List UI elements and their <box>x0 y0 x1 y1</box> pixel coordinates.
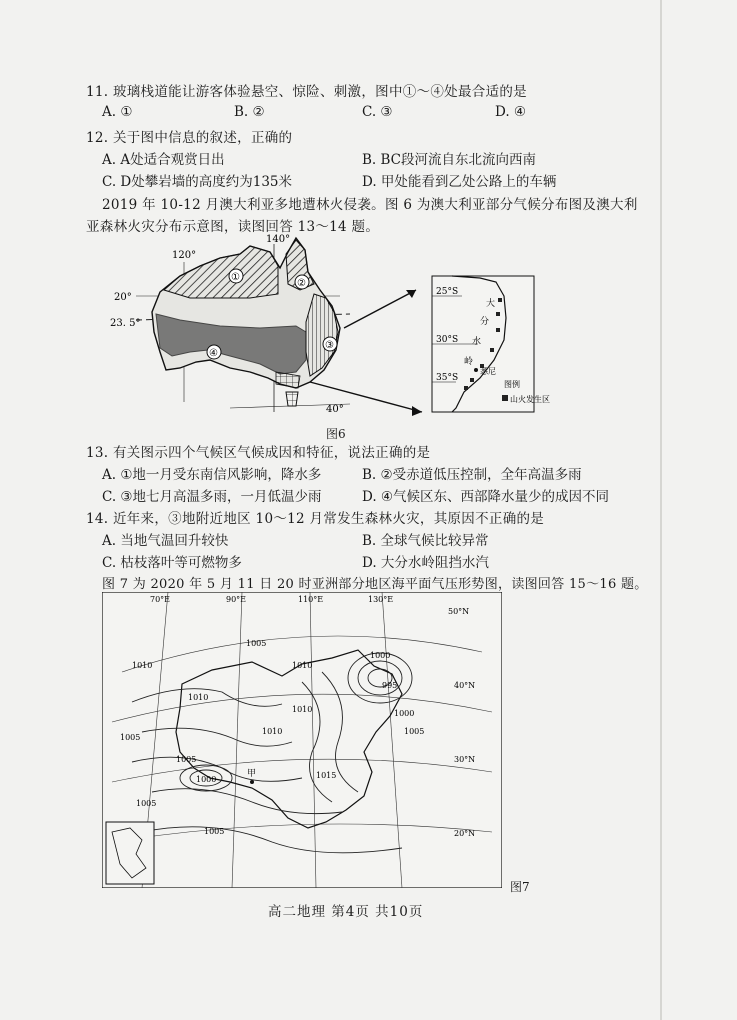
page-footer: 高二地理 第4页 共10页 <box>268 904 424 920</box>
q14-option-d: D. 大分水岭阻挡水汽 <box>362 555 489 571</box>
zone1-label: ① <box>231 272 240 283</box>
isobar-label-10: 1005 <box>204 827 225 836</box>
lat40-label: 40°N <box>454 681 476 690</box>
lon140-label: 140° <box>266 234 291 245</box>
q13-option-d: D. ④气候区东、西部降水量少的成因不同 <box>362 489 610 505</box>
q11-option-d: D. ④ <box>495 104 527 120</box>
q13-stem: 13. 有关图示四个气候区气候成因和特征，说法正确的是 <box>86 445 431 461</box>
figure7-sea-level-pressure-map <box>102 592 502 888</box>
inset-city-sydney: 悉尼 <box>480 367 496 376</box>
isobar-label-6: 1005 <box>176 755 197 764</box>
q12-option-d: D. 甲处能看到乙处公路上的车辆 <box>362 174 557 190</box>
q12-option-c: C. D处攀岩墙的高度约为135米 <box>102 174 293 190</box>
isobar-label-13: 995 <box>382 681 398 690</box>
inset-lat35: 35°S <box>436 373 459 383</box>
isobar-label-11: 1010 <box>292 705 313 714</box>
q13-option-b: B. ②受赤道低压控制，全年高温多雨 <box>362 467 582 483</box>
isobar-label-8: 1005 <box>136 799 157 808</box>
isobar-label-5: 1010 <box>262 727 283 736</box>
zone3-label: ③ <box>325 340 334 351</box>
isobar-label-2: 1005 <box>246 639 267 648</box>
lat235-label: 23. 5° <box>110 318 141 329</box>
q14-stem: 14. 近年来，③地附近地区 10～12 月常发生森林火灾，其原因不正确的是 <box>86 511 545 527</box>
zone4-label: ④ <box>209 348 218 359</box>
lat20-label: 20°N <box>454 829 476 838</box>
q14-option-c: C. 枯枝落叶等可燃物多 <box>102 555 242 571</box>
q11-option-a: A. ① <box>102 104 133 120</box>
page-fold <box>660 0 662 1020</box>
q11-option-c: C. ③ <box>362 104 393 120</box>
lon120-label: 120° <box>172 250 197 261</box>
lon90-label: 90°E <box>226 595 247 604</box>
lat40-label: 40° <box>326 404 344 415</box>
isobar-label-7: 1000 <box>196 775 217 784</box>
q14-option-b: B. 全球气候比较异常 <box>362 533 489 549</box>
q13-option-c: C. ③地七月高温多雨，一月低温少雨 <box>102 489 322 505</box>
isobar-label-12: 1000 <box>370 651 391 660</box>
figure7-caption: 图7 <box>510 880 530 894</box>
place-jia: 甲 <box>247 769 257 779</box>
intro-15-16: 图 7 为 2020 年 5 月 11 日 20 时亚洲部分地区海平面气压形势图，读图回答 15～16 题。 <box>102 577 648 592</box>
isobar-label-14: 1000 <box>394 709 415 718</box>
q11-stem: 11. 玻璃栈道能让游客体验悬空、惊险、刺激，图中①～④处最合适的是 <box>86 84 527 100</box>
inset-legend-title: 图例 <box>504 380 520 389</box>
zone2-label: ② <box>297 278 306 289</box>
inset-lat30: 30°S <box>436 335 459 345</box>
inset-legend-item: 山火发生区 <box>510 395 550 404</box>
inset-char-fen: 分 <box>480 317 490 327</box>
q13-option-a: A. ①地一月受东南信风影响，降水多 <box>102 467 322 483</box>
lat50-label: 50°N <box>448 607 470 616</box>
isobar-label-16: 1010 <box>292 661 313 670</box>
lon70-label: 70°E <box>150 595 171 604</box>
isobar-label-3: 1010 <box>188 693 209 702</box>
isobar-label-1: 1010 <box>132 661 153 670</box>
q14-option-a: A. 当地气温回升较快 <box>102 533 229 549</box>
lat20-label: 20° <box>114 292 132 303</box>
q11-option-b: B. ② <box>234 104 265 120</box>
inset-char-ling: 岭 <box>464 357 474 367</box>
figure6-australia-climate-map <box>100 232 570 437</box>
lon110-label: 110°E <box>298 595 324 604</box>
isobar-label-9: 1015 <box>316 771 337 780</box>
inset-lat25: 25°S <box>436 287 459 297</box>
zone3-region <box>306 294 338 376</box>
inset-char-shui: 水 <box>472 337 482 347</box>
isobar-label-4: 1005 <box>120 733 141 742</box>
inset-char-da: 大 <box>486 299 496 309</box>
isobar-label-15: 1005 <box>404 727 425 736</box>
intro-13-14-line1: 2019 年 10-12 月澳大利亚多地遭林火侵袭。图 6 为澳大利亚部分气候分布图及澳大利 <box>102 197 638 213</box>
lon130-label: 130°E <box>368 595 394 604</box>
intro-13-14-line2: 亚森林火灾分布示意图，读图回答 13～14 题。 <box>86 219 380 235</box>
q12-option-b: B. BC段河流自东北流向西南 <box>362 152 537 168</box>
q12-option-a: A. A处适合观赏日出 <box>102 152 225 168</box>
q12-stem: 12. 关于图中信息的叙述，正确的 <box>86 130 293 146</box>
figure6-caption: 图6 <box>326 427 346 441</box>
lat30-label: 30°N <box>454 755 476 764</box>
